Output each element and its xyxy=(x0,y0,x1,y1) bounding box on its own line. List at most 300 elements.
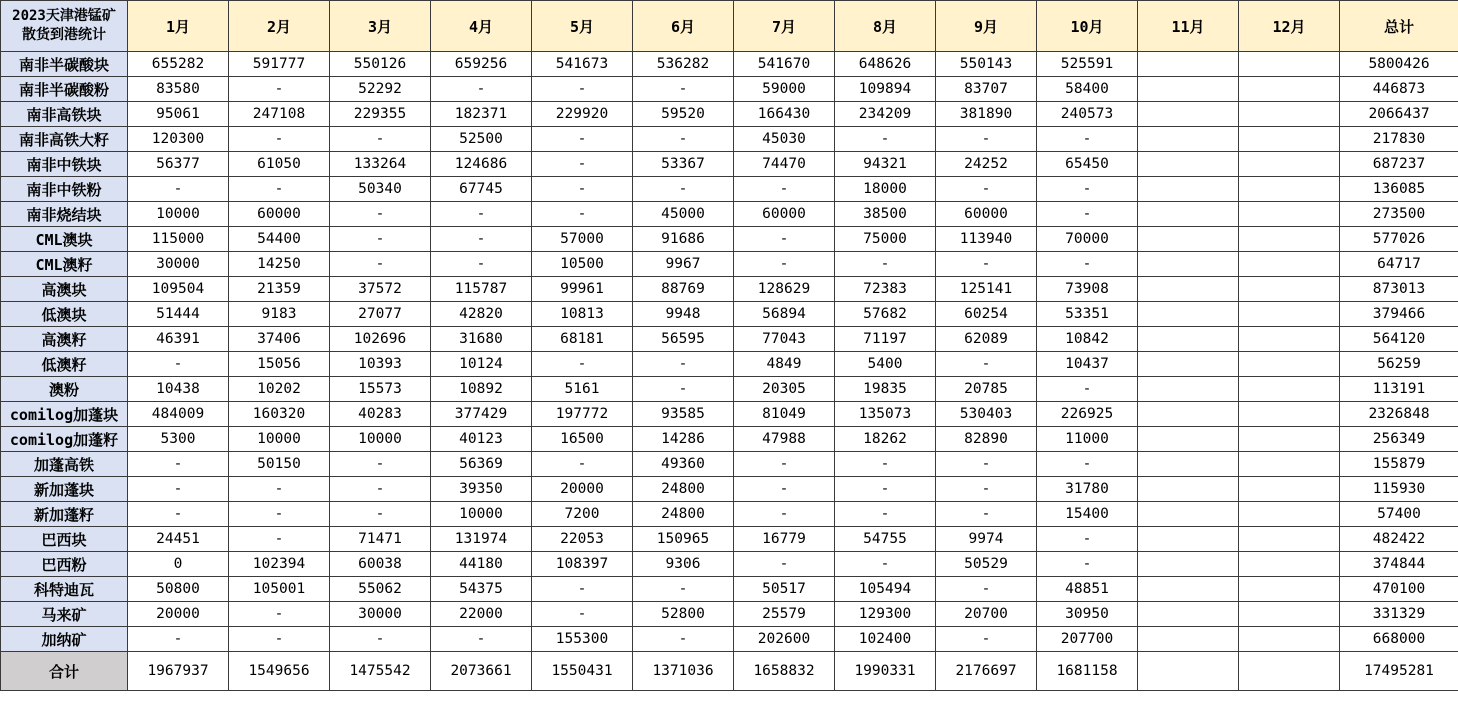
value-cell[interactable]: 56369 xyxy=(431,452,532,477)
value-cell[interactable]: 37572 xyxy=(330,277,431,302)
value-cell[interactable]: 10000 xyxy=(330,427,431,452)
value-cell[interactable]: 94321 xyxy=(835,152,936,177)
row-label-cell[interactable]: 马来矿 xyxy=(1,602,128,627)
value-cell[interactable]: 57000 xyxy=(532,227,633,252)
total-value-cell[interactable]: 17495281 xyxy=(1340,652,1458,691)
value-cell[interactable] xyxy=(1138,127,1239,152)
value-cell[interactable]: 30000 xyxy=(128,252,229,277)
value-cell[interactable]: 136085 xyxy=(1340,177,1458,202)
value-cell[interactable]: 54400 xyxy=(229,227,330,252)
value-cell[interactable]: 256349 xyxy=(1340,427,1458,452)
value-cell[interactable]: 38500 xyxy=(835,202,936,227)
row-label-cell[interactable]: CML澳块 xyxy=(1,227,128,252)
value-cell[interactable] xyxy=(1239,552,1340,577)
value-cell[interactable]: 525591 xyxy=(1037,52,1138,77)
value-cell[interactable]: 229355 xyxy=(330,102,431,127)
value-cell[interactable]: 470100 xyxy=(1340,577,1458,602)
value-cell[interactable]: 115000 xyxy=(128,227,229,252)
value-cell[interactable]: - xyxy=(532,577,633,602)
value-cell[interactable]: - xyxy=(835,502,936,527)
value-cell[interactable]: 18262 xyxy=(835,427,936,452)
value-cell[interactable]: 56894 xyxy=(734,302,835,327)
value-cell[interactable] xyxy=(1239,177,1340,202)
value-cell[interactable]: 648626 xyxy=(835,52,936,77)
value-cell[interactable]: 61050 xyxy=(229,152,330,177)
header-cell-total[interactable]: 总计 xyxy=(1340,1,1458,52)
value-cell[interactable]: - xyxy=(330,502,431,527)
value-cell[interactable] xyxy=(1239,152,1340,177)
row-label-cell[interactable]: 南非高铁块 xyxy=(1,102,128,127)
value-cell[interactable]: 10892 xyxy=(431,377,532,402)
header-cell-apr[interactable]: 4月 xyxy=(431,1,532,52)
value-cell[interactable]: - xyxy=(936,252,1037,277)
value-cell[interactable]: - xyxy=(1037,127,1138,152)
value-cell[interactable]: 10842 xyxy=(1037,327,1138,352)
value-cell[interactable]: 39350 xyxy=(431,477,532,502)
value-cell[interactable] xyxy=(1239,527,1340,552)
value-cell[interactable]: 88769 xyxy=(633,277,734,302)
value-cell[interactable]: 22053 xyxy=(532,527,633,552)
value-cell[interactable] xyxy=(1239,202,1340,227)
value-cell[interactable]: 15056 xyxy=(229,352,330,377)
value-cell[interactable]: 9183 xyxy=(229,302,330,327)
value-cell[interactable]: 226925 xyxy=(1037,402,1138,427)
value-cell[interactable]: 72383 xyxy=(835,277,936,302)
value-cell[interactable] xyxy=(1138,552,1239,577)
value-cell[interactable]: 91686 xyxy=(633,227,734,252)
value-cell[interactable]: 48851 xyxy=(1037,577,1138,602)
value-cell[interactable]: 15400 xyxy=(1037,502,1138,527)
value-cell[interactable]: 331329 xyxy=(1340,602,1458,627)
value-cell[interactable]: 102400 xyxy=(835,627,936,652)
value-cell[interactable]: 47988 xyxy=(734,427,835,452)
value-cell[interactable]: - xyxy=(128,502,229,527)
value-cell[interactable]: 124686 xyxy=(431,152,532,177)
value-cell[interactable]: - xyxy=(936,502,1037,527)
total-value-cell[interactable]: 1550431 xyxy=(532,652,633,691)
value-cell[interactable]: 379466 xyxy=(1340,302,1458,327)
row-label-cell[interactable]: 加纳矿 xyxy=(1,627,128,652)
value-cell[interactable]: - xyxy=(734,502,835,527)
value-cell[interactable]: 484009 xyxy=(128,402,229,427)
value-cell[interactable] xyxy=(1239,602,1340,627)
total-value-cell[interactable]: 1475542 xyxy=(330,652,431,691)
value-cell[interactable] xyxy=(1138,452,1239,477)
value-cell[interactable]: - xyxy=(1037,452,1138,477)
value-cell[interactable]: - xyxy=(532,352,633,377)
value-cell[interactable]: 25579 xyxy=(734,602,835,627)
row-label-cell[interactable]: 南非高铁大籽 xyxy=(1,127,128,152)
value-cell[interactable]: 20000 xyxy=(128,602,229,627)
value-cell[interactable]: - xyxy=(1037,177,1138,202)
value-cell[interactable]: - xyxy=(1037,527,1138,552)
value-cell[interactable]: 9967 xyxy=(633,252,734,277)
value-cell[interactable]: - xyxy=(229,502,330,527)
value-cell[interactable]: 102696 xyxy=(330,327,431,352)
header-cell-feb[interactable]: 2月 xyxy=(229,1,330,52)
value-cell[interactable] xyxy=(1138,102,1239,127)
value-cell[interactable]: - xyxy=(330,227,431,252)
value-cell[interactable] xyxy=(1239,302,1340,327)
value-cell[interactable]: 50800 xyxy=(128,577,229,602)
value-cell[interactable]: - xyxy=(128,627,229,652)
header-cell-may[interactable]: 5月 xyxy=(532,1,633,52)
value-cell[interactable]: 229920 xyxy=(532,102,633,127)
value-cell[interactable]: 10393 xyxy=(330,352,431,377)
value-cell[interactable] xyxy=(1138,502,1239,527)
value-cell[interactable]: 120300 xyxy=(128,127,229,152)
row-label-cell[interactable]: comilog加蓬籽 xyxy=(1,427,128,452)
value-cell[interactable]: 160320 xyxy=(229,402,330,427)
value-cell[interactable]: 197772 xyxy=(532,402,633,427)
value-cell[interactable] xyxy=(1138,202,1239,227)
value-cell[interactable]: - xyxy=(330,252,431,277)
value-cell[interactable]: 10437 xyxy=(1037,352,1138,377)
row-label-cell[interactable]: 南非中铁块 xyxy=(1,152,128,177)
value-cell[interactable]: 50150 xyxy=(229,452,330,477)
row-label-cell[interactable]: 巴西粉 xyxy=(1,552,128,577)
value-cell[interactable]: - xyxy=(532,202,633,227)
row-label-cell[interactable]: 新加蓬块 xyxy=(1,477,128,502)
total-value-cell[interactable] xyxy=(1239,652,1340,691)
value-cell[interactable] xyxy=(1239,352,1340,377)
value-cell[interactable] xyxy=(1138,177,1239,202)
value-cell[interactable]: 155879 xyxy=(1340,452,1458,477)
row-label-cell[interactable]: 南非中铁粉 xyxy=(1,177,128,202)
value-cell[interactable]: 482422 xyxy=(1340,527,1458,552)
value-cell[interactable]: 16779 xyxy=(734,527,835,552)
value-cell[interactable]: 59000 xyxy=(734,77,835,102)
value-cell[interactable]: - xyxy=(229,177,330,202)
value-cell[interactable]: 2066437 xyxy=(1340,102,1458,127)
value-cell[interactable]: - xyxy=(330,627,431,652)
row-label-cell[interactable]: 巴西块 xyxy=(1,527,128,552)
value-cell[interactable]: 591777 xyxy=(229,52,330,77)
value-cell[interactable]: 108397 xyxy=(532,552,633,577)
value-cell[interactable]: 57682 xyxy=(835,302,936,327)
value-cell[interactable]: - xyxy=(330,127,431,152)
value-cell[interactable]: 60000 xyxy=(936,202,1037,227)
value-cell[interactable]: - xyxy=(936,177,1037,202)
value-cell[interactable]: 73908 xyxy=(1037,277,1138,302)
value-cell[interactable] xyxy=(1138,152,1239,177)
value-cell[interactable]: 687237 xyxy=(1340,152,1458,177)
value-cell[interactable]: 31680 xyxy=(431,327,532,352)
value-cell[interactable]: 5400 xyxy=(835,352,936,377)
value-cell[interactable] xyxy=(1138,627,1239,652)
value-cell[interactable]: 577026 xyxy=(1340,227,1458,252)
value-cell[interactable]: - xyxy=(734,177,835,202)
header-cell-mar[interactable]: 3月 xyxy=(330,1,431,52)
value-cell[interactable]: - xyxy=(229,127,330,152)
value-cell[interactable]: 77043 xyxy=(734,327,835,352)
value-cell[interactable]: 60038 xyxy=(330,552,431,577)
value-cell[interactable]: - xyxy=(734,227,835,252)
value-cell[interactable]: 16500 xyxy=(532,427,633,452)
value-cell[interactable]: - xyxy=(936,127,1037,152)
value-cell[interactable]: 51444 xyxy=(128,302,229,327)
value-cell[interactable]: 128629 xyxy=(734,277,835,302)
value-cell[interactable]: 10500 xyxy=(532,252,633,277)
row-label-cell[interactable]: 高澳块 xyxy=(1,277,128,302)
value-cell[interactable]: 105001 xyxy=(229,577,330,602)
value-cell[interactable]: 550126 xyxy=(330,52,431,77)
value-cell[interactable]: 234209 xyxy=(835,102,936,127)
value-cell[interactable]: - xyxy=(734,452,835,477)
total-value-cell[interactable]: 1990331 xyxy=(835,652,936,691)
value-cell[interactable]: 247108 xyxy=(229,102,330,127)
value-cell[interactable]: 9974 xyxy=(936,527,1037,552)
value-cell[interactable]: 20000 xyxy=(532,477,633,502)
value-cell[interactable]: - xyxy=(835,552,936,577)
value-cell[interactable]: - xyxy=(431,202,532,227)
value-cell[interactable]: 20785 xyxy=(936,377,1037,402)
row-label-cell[interactable]: 南非半碳酸粉 xyxy=(1,77,128,102)
value-cell[interactable]: 45000 xyxy=(633,202,734,227)
value-cell[interactable]: 10813 xyxy=(532,302,633,327)
value-cell[interactable]: 83707 xyxy=(936,77,1037,102)
value-cell[interactable]: 125141 xyxy=(936,277,1037,302)
row-label-cell[interactable]: 加蓬高铁 xyxy=(1,452,128,477)
value-cell[interactable] xyxy=(1239,327,1340,352)
value-cell[interactable]: - xyxy=(532,77,633,102)
value-cell[interactable] xyxy=(1138,427,1239,452)
value-cell[interactable] xyxy=(1239,427,1340,452)
header-cell-sep[interactable]: 9月 xyxy=(936,1,1037,52)
value-cell[interactable] xyxy=(1138,527,1239,552)
sheet-title-cell[interactable] xyxy=(1,1,128,52)
value-cell[interactable]: 52500 xyxy=(431,127,532,152)
value-cell[interactable]: 377429 xyxy=(431,402,532,427)
value-cell[interactable]: - xyxy=(1037,202,1138,227)
value-cell[interactable]: 4849 xyxy=(734,352,835,377)
value-cell[interactable]: 71471 xyxy=(330,527,431,552)
value-cell[interactable]: 31780 xyxy=(1037,477,1138,502)
value-cell[interactable]: 14286 xyxy=(633,427,734,452)
value-cell[interactable]: 18000 xyxy=(835,177,936,202)
value-cell[interactable] xyxy=(1138,327,1239,352)
value-cell[interactable]: 655282 xyxy=(128,52,229,77)
value-cell[interactable]: 57400 xyxy=(1340,502,1458,527)
value-cell[interactable]: - xyxy=(633,627,734,652)
value-cell[interactable] xyxy=(1138,602,1239,627)
value-cell[interactable]: 273500 xyxy=(1340,202,1458,227)
value-cell[interactable]: 30950 xyxy=(1037,602,1138,627)
value-cell[interactable]: - xyxy=(532,602,633,627)
value-cell[interactable]: - xyxy=(936,477,1037,502)
value-cell[interactable]: 45030 xyxy=(734,127,835,152)
value-cell[interactable] xyxy=(1138,302,1239,327)
value-cell[interactable]: - xyxy=(532,177,633,202)
value-cell[interactable] xyxy=(1138,402,1239,427)
row-label-cell[interactable]: 南非半碳酸块 xyxy=(1,52,128,77)
value-cell[interactable] xyxy=(1239,502,1340,527)
value-cell[interactable]: 74470 xyxy=(734,152,835,177)
value-cell[interactable]: 65450 xyxy=(1037,152,1138,177)
header-cell-dec[interactable]: 12月 xyxy=(1239,1,1340,52)
value-cell[interactable]: 550143 xyxy=(936,52,1037,77)
header-cell-jun[interactable]: 6月 xyxy=(633,1,734,52)
value-cell[interactable]: - xyxy=(1037,552,1138,577)
value-cell[interactable]: - xyxy=(431,227,532,252)
value-cell[interactable]: 24800 xyxy=(633,502,734,527)
value-cell[interactable]: 75000 xyxy=(835,227,936,252)
value-cell[interactable]: 115787 xyxy=(431,277,532,302)
value-cell[interactable]: 22000 xyxy=(431,602,532,627)
value-cell[interactable]: 62089 xyxy=(936,327,1037,352)
value-cell[interactable]: 155300 xyxy=(532,627,633,652)
value-cell[interactable]: 541673 xyxy=(532,52,633,77)
row-label-cell[interactable]: 低澳籽 xyxy=(1,352,128,377)
value-cell[interactable]: 5300 xyxy=(128,427,229,452)
value-cell[interactable]: 56595 xyxy=(633,327,734,352)
value-cell[interactable]: 2326848 xyxy=(1340,402,1458,427)
value-cell[interactable]: - xyxy=(128,452,229,477)
value-cell[interactable]: 541670 xyxy=(734,52,835,77)
value-cell[interactable]: - xyxy=(734,477,835,502)
total-value-cell[interactable]: 1681158 xyxy=(1037,652,1138,691)
value-cell[interactable]: 9306 xyxy=(633,552,734,577)
value-cell[interactable]: 27077 xyxy=(330,302,431,327)
value-cell[interactable] xyxy=(1138,377,1239,402)
value-cell[interactable]: 40123 xyxy=(431,427,532,452)
value-cell[interactable]: 10202 xyxy=(229,377,330,402)
value-cell[interactable]: 207700 xyxy=(1037,627,1138,652)
value-cell[interactable]: 68181 xyxy=(532,327,633,352)
header-cell-jul[interactable]: 7月 xyxy=(734,1,835,52)
value-cell[interactable]: 70000 xyxy=(1037,227,1138,252)
row-label-cell[interactable]: 澳粉 xyxy=(1,377,128,402)
value-cell[interactable]: 99961 xyxy=(532,277,633,302)
value-cell[interactable]: 668000 xyxy=(1340,627,1458,652)
value-cell[interactable]: 14250 xyxy=(229,252,330,277)
value-cell[interactable]: 59520 xyxy=(633,102,734,127)
value-cell[interactable]: 10438 xyxy=(128,377,229,402)
value-cell[interactable]: - xyxy=(835,477,936,502)
value-cell[interactable] xyxy=(1239,452,1340,477)
value-cell[interactable]: 50517 xyxy=(734,577,835,602)
value-cell[interactable]: 536282 xyxy=(633,52,734,77)
value-cell[interactable]: - xyxy=(431,252,532,277)
value-cell[interactable] xyxy=(1239,77,1340,102)
header-cell-oct[interactable]: 10月 xyxy=(1037,1,1138,52)
header-cell-nov[interactable]: 11月 xyxy=(1138,1,1239,52)
row-label-cell[interactable]: comilog加蓬块 xyxy=(1,402,128,427)
total-value-cell[interactable] xyxy=(1138,652,1239,691)
value-cell[interactable]: 102394 xyxy=(229,552,330,577)
total-value-cell[interactable]: 2073661 xyxy=(431,652,532,691)
value-cell[interactable]: - xyxy=(532,452,633,477)
value-cell[interactable]: 93585 xyxy=(633,402,734,427)
value-cell[interactable] xyxy=(1138,52,1239,77)
value-cell[interactable]: 56259 xyxy=(1340,352,1458,377)
value-cell[interactable]: - xyxy=(532,152,633,177)
value-cell[interactable]: 54755 xyxy=(835,527,936,552)
value-cell[interactable]: 54375 xyxy=(431,577,532,602)
value-cell[interactable]: - xyxy=(330,202,431,227)
value-cell[interactable]: 52800 xyxy=(633,602,734,627)
value-cell[interactable]: - xyxy=(330,452,431,477)
value-cell[interactable]: 659256 xyxy=(431,52,532,77)
value-cell[interactable]: 40283 xyxy=(330,402,431,427)
value-cell[interactable]: 30000 xyxy=(330,602,431,627)
total-value-cell[interactable]: 1371036 xyxy=(633,652,734,691)
value-cell[interactable] xyxy=(1138,352,1239,377)
value-cell[interactable] xyxy=(1239,377,1340,402)
value-cell[interactable]: 5161 xyxy=(532,377,633,402)
value-cell[interactable]: 15573 xyxy=(330,377,431,402)
value-cell[interactable]: - xyxy=(1037,252,1138,277)
total-value-cell[interactable]: 1549656 xyxy=(229,652,330,691)
value-cell[interactable]: - xyxy=(936,577,1037,602)
value-cell[interactable]: 10124 xyxy=(431,352,532,377)
value-cell[interactable]: 58400 xyxy=(1037,77,1138,102)
value-cell[interactable] xyxy=(1138,77,1239,102)
value-cell[interactable]: 83580 xyxy=(128,77,229,102)
value-cell[interactable]: 530403 xyxy=(936,402,1037,427)
value-cell[interactable]: 113940 xyxy=(936,227,1037,252)
value-cell[interactable]: 50529 xyxy=(936,552,1037,577)
value-cell[interactable]: - xyxy=(229,602,330,627)
value-cell[interactable]: 446873 xyxy=(1340,77,1458,102)
header-cell-jan[interactable]: 1月 xyxy=(128,1,229,52)
value-cell[interactable]: - xyxy=(633,377,734,402)
value-cell[interactable] xyxy=(1138,277,1239,302)
value-cell[interactable]: 82890 xyxy=(936,427,1037,452)
value-cell[interactable] xyxy=(1239,227,1340,252)
value-cell[interactable]: - xyxy=(229,527,330,552)
value-cell[interactable]: 60000 xyxy=(229,202,330,227)
value-cell[interactable]: 20700 xyxy=(936,602,1037,627)
value-cell[interactable]: 135073 xyxy=(835,402,936,427)
value-cell[interactable] xyxy=(1239,102,1340,127)
value-cell[interactable]: 115930 xyxy=(1340,477,1458,502)
value-cell[interactable]: 21359 xyxy=(229,277,330,302)
value-cell[interactable]: 44180 xyxy=(431,552,532,577)
value-cell[interactable]: 81049 xyxy=(734,402,835,427)
row-label-cell[interactable]: 低澳块 xyxy=(1,302,128,327)
value-cell[interactable]: 49360 xyxy=(633,452,734,477)
total-value-cell[interactable]: 1967937 xyxy=(128,652,229,691)
value-cell[interactable] xyxy=(1138,477,1239,502)
value-cell[interactable]: 182371 xyxy=(431,102,532,127)
value-cell[interactable]: 202600 xyxy=(734,627,835,652)
value-cell[interactable]: - xyxy=(835,127,936,152)
value-cell[interactable]: 113191 xyxy=(1340,377,1458,402)
value-cell[interactable]: - xyxy=(128,477,229,502)
value-cell[interactable]: - xyxy=(229,77,330,102)
value-cell[interactable]: 53367 xyxy=(633,152,734,177)
value-cell[interactable]: 24451 xyxy=(128,527,229,552)
value-cell[interactable]: - xyxy=(330,477,431,502)
row-label-cell[interactable]: 南非烧结块 xyxy=(1,202,128,227)
value-cell[interactable]: 129300 xyxy=(835,602,936,627)
value-cell[interactable]: 105494 xyxy=(835,577,936,602)
value-cell[interactable]: - xyxy=(734,552,835,577)
value-cell[interactable]: 67745 xyxy=(431,177,532,202)
row-label-cell[interactable]: CML澳籽 xyxy=(1,252,128,277)
value-cell[interactable]: 9948 xyxy=(633,302,734,327)
value-cell[interactable]: 24252 xyxy=(936,152,1037,177)
value-cell[interactable]: 240573 xyxy=(1037,102,1138,127)
value-cell[interactable]: - xyxy=(633,77,734,102)
value-cell[interactable]: - xyxy=(734,252,835,277)
value-cell[interactable]: - xyxy=(936,452,1037,477)
value-cell[interactable]: 150965 xyxy=(633,527,734,552)
value-cell[interactable]: - xyxy=(633,352,734,377)
value-cell[interactable]: 24800 xyxy=(633,477,734,502)
value-cell[interactable]: - xyxy=(431,627,532,652)
